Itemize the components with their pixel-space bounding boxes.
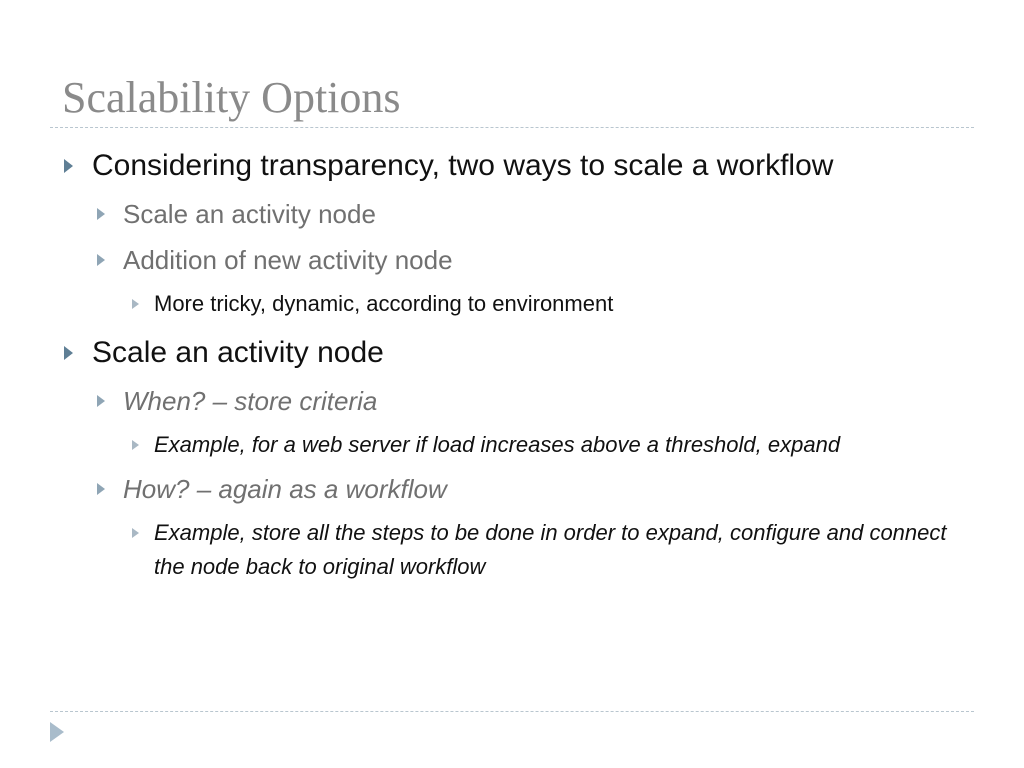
bullet-text: Scale an activity node	[123, 199, 376, 229]
slide-title: Scalability Options	[62, 73, 401, 122]
bullet-item-7	[154, 431, 840, 459]
bullet-marker-icon	[132, 528, 139, 538]
bullet-item-6	[123, 385, 377, 417]
bullet-text: Example, for a web server if load increases above a threshold, expand	[154, 432, 841, 457]
bullet-text: When? – store criteria	[123, 386, 378, 416]
bullet-item-1	[92, 148, 833, 184]
bullet-item-3	[123, 244, 453, 276]
bullet-text: More tricky, dynamic, according to environment	[154, 291, 614, 316]
bullet-marker-icon	[132, 299, 139, 309]
bullet-text: Addition of new activity node	[123, 245, 453, 275]
bullet-text: How? – again as a workflow	[123, 474, 447, 504]
bullet-marker-icon	[64, 159, 73, 173]
bullet-marker-icon	[64, 346, 73, 360]
bullet-item-5	[92, 335, 384, 371]
bullet-text: Example, store all the steps to be done in order to expand, configure and connect the node back to original workflow	[154, 520, 947, 579]
footer-divider	[50, 711, 974, 712]
bullet-text: Scale an activity node	[92, 336, 384, 369]
play-triangle-icon[interactable]	[50, 722, 64, 742]
bullet-item-9	[154, 516, 954, 584]
bullet-marker-icon	[97, 483, 105, 495]
bullet-item-2	[123, 198, 376, 230]
bullet-item-4	[154, 290, 613, 318]
bullet-text: Considering transparency, two ways to scale a workflow	[92, 149, 834, 182]
bullet-marker-icon	[97, 208, 105, 220]
bullet-marker-icon	[97, 395, 105, 407]
bullet-marker-icon	[97, 254, 105, 266]
bullet-marker-icon	[132, 440, 139, 450]
bullet-item-8	[123, 473, 447, 505]
